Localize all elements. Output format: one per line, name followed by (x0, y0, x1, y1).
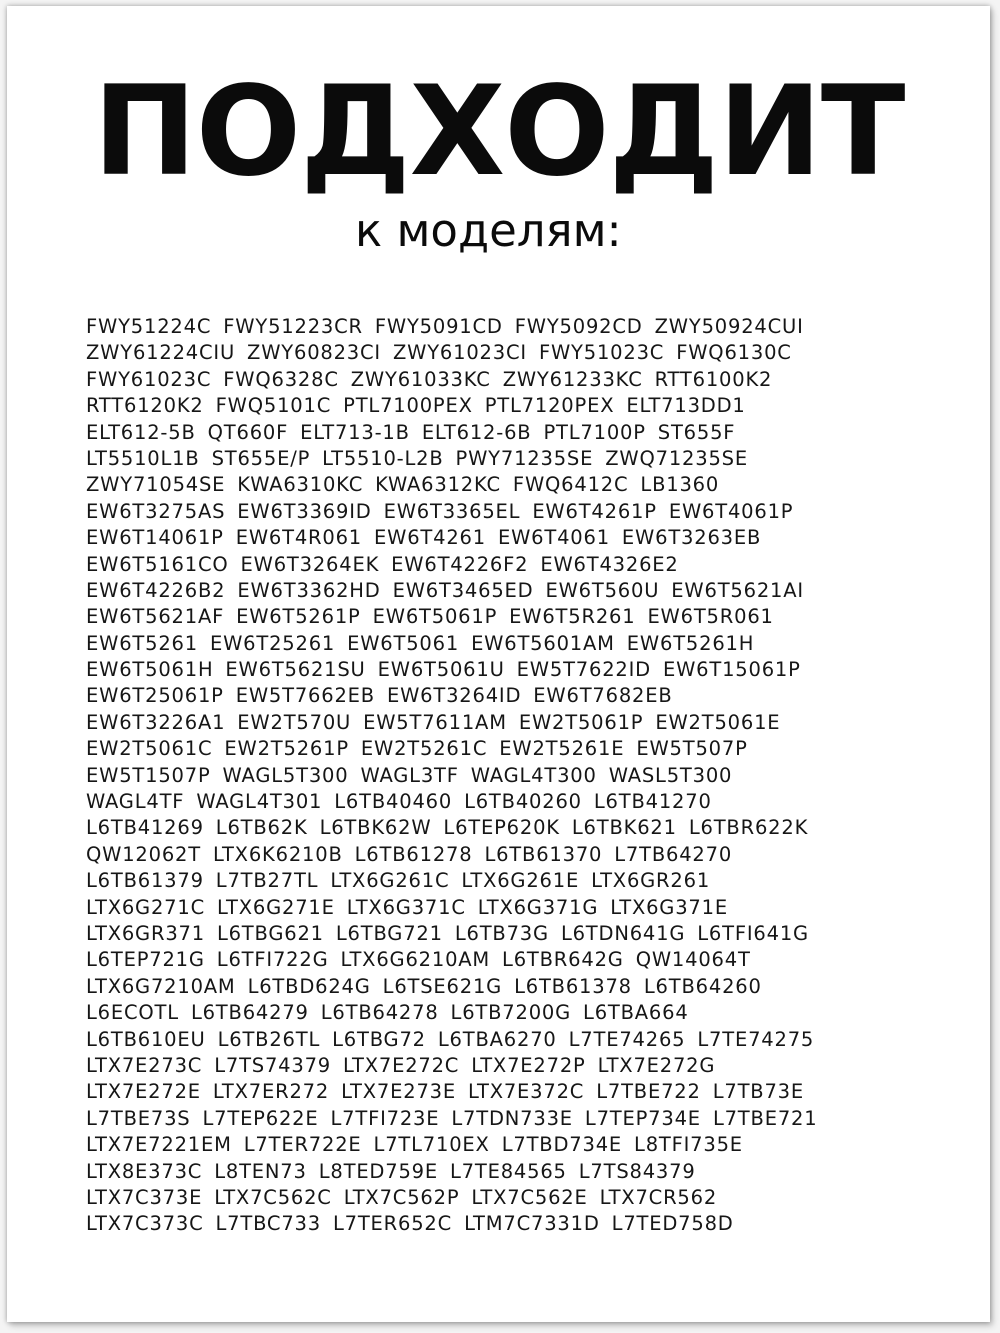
model-number: LTX7E272G (597, 1053, 716, 1077)
model-number: EW2T5261E (499, 737, 625, 761)
model-row (86, 525, 956, 551)
model-number: KWA6310KC (237, 473, 364, 497)
model-number: LTX7ER272 (212, 1080, 330, 1104)
model-number: LT5510L1B (86, 446, 200, 470)
model-number: LTX7E273C (86, 1053, 203, 1077)
model-row (86, 683, 956, 709)
model-number: LTX6G271E (217, 895, 335, 919)
model-number: WASL5T300 (608, 763, 733, 787)
model-number: FWY5091CD (374, 315, 503, 338)
model-number: L7TS74379 (214, 1053, 332, 1077)
model-number: WAGL4TF (86, 790, 185, 814)
model-number: L8TED759E (318, 1159, 438, 1183)
model-number: LB1360 (640, 473, 720, 497)
model-number: EW6T3263EB (621, 526, 762, 550)
model-number: EW6T5061 (347, 631, 460, 655)
model-number: L6TB64260 (643, 974, 762, 998)
model-number: LTX6G371C (346, 895, 466, 919)
model-number: EW5T7622ID (516, 658, 651, 682)
model-number: L6TB7200G (450, 1001, 572, 1025)
model-number: L6TB61378 (514, 974, 632, 998)
model-number: FWY51023C (538, 341, 665, 365)
model-number: L6TBA664 (583, 1001, 689, 1025)
model-number: EW6T4061P (668, 499, 794, 523)
model-number: FWY51223CR (223, 315, 363, 338)
model-list (86, 314, 956, 1238)
model-number: L6TB62K (215, 816, 308, 840)
model-number: WAGL3TF (360, 763, 459, 787)
model-number: ELT612-5B (86, 420, 196, 444)
model-row (86, 420, 956, 446)
model-row (86, 604, 956, 630)
model-number: LTX6GR371 (86, 921, 205, 945)
model-number: RTT6120K2 (86, 394, 204, 418)
model-row (86, 340, 956, 366)
model-number: EW6T4226B2 (86, 578, 226, 602)
model-number: FWY61023C (86, 367, 212, 391)
model-number: LTX6G261C (330, 869, 450, 893)
model-number: EW6T4261P (532, 499, 657, 523)
model-number: LT5510-L2B (322, 446, 444, 470)
model-number: L7TB27TL (215, 869, 319, 893)
model-number: LTX6G261E (461, 869, 580, 893)
model-number: L6TEP620K (443, 816, 560, 840)
model-number: L6TB26TL (217, 1027, 321, 1051)
model-number: L6TBD624G (247, 974, 371, 998)
model-number: EW6T4326E2 (540, 552, 679, 576)
model-number: EW6T3226A1 (86, 710, 226, 734)
model-number: L6TB61370 (484, 842, 603, 866)
model-number: EW6T14061P (86, 526, 224, 550)
model-number: L6TB61379 (86, 869, 204, 893)
model-row (86, 578, 956, 604)
model-row (86, 763, 956, 789)
model-number: ST655E/P (211, 446, 311, 470)
model-number: LTX7C562E (471, 1185, 588, 1209)
model-number: L7TBE73S (86, 1106, 191, 1130)
model-number: EW6T4226F2 (391, 552, 529, 576)
model-row (86, 393, 956, 419)
model-number: L6TBK621 (571, 816, 677, 840)
model-number: L6TEP721G (86, 948, 205, 972)
model-number: LTX6G271C (86, 895, 206, 919)
model-row (86, 1211, 956, 1237)
model-number: FWQ6130C (676, 341, 792, 365)
model-row (86, 1159, 956, 1185)
model-number: LTX6G6210AM (340, 948, 491, 972)
model-number: L7TFI723E (330, 1106, 440, 1130)
model-number: L6TDN641G (560, 921, 686, 945)
model-number: EW6T5621SU (225, 658, 366, 682)
model-number: ZWY50924CUI (654, 315, 804, 338)
model-row (86, 921, 956, 947)
model-number: LTX6K6210B (212, 842, 343, 866)
model-number: EW6T5621AI (671, 578, 804, 602)
model-number: L6TBG72 (332, 1027, 426, 1051)
model-number: EW6T3365EL (383, 499, 521, 523)
model-number: QW14064T (635, 948, 751, 972)
model-number: EW6T3465ED (392, 578, 534, 602)
model-number: L7TEP734E (584, 1106, 701, 1130)
model-number: L6TFI641G (697, 921, 809, 945)
model-number: L8TEN73 (214, 1159, 307, 1183)
model-number: L6TB40460 (334, 790, 453, 814)
model-number: EW6T3264ID (386, 684, 522, 708)
document-sheet (7, 6, 990, 1322)
model-number: L6TSE621G (382, 974, 503, 998)
model-number: EW6T5061P (372, 605, 498, 629)
model-number: L6TBR622K (688, 816, 809, 840)
model-number: LTX7C373E (86, 1185, 203, 1209)
model-number: PTL7100PEX (343, 394, 473, 418)
model-row (86, 868, 956, 894)
model-number: EW6T5261 (86, 631, 198, 655)
model-number: EW6T4R061 (235, 526, 363, 550)
model-row (86, 631, 956, 657)
model-number: L7TBC733 (215, 1212, 321, 1236)
model-row (86, 446, 956, 472)
model-number: EW2T5061P (518, 710, 644, 734)
model-number: L6TB64278 (320, 1001, 439, 1025)
model-number: L6TBG721 (335, 921, 443, 945)
model-number: LTX6GR261 (591, 869, 711, 893)
model-number: ZWY61033KC (350, 367, 491, 391)
model-number: LTX7E272E (86, 1080, 201, 1104)
model-number: EW2T5061E (655, 710, 781, 734)
model-number: EW5T507P (636, 737, 748, 761)
model-number: LTX6G7210AM (86, 974, 236, 998)
model-row (86, 842, 956, 868)
model-number: LTX7E273E (341, 1080, 456, 1104)
model-number: L7TEP622E (202, 1106, 319, 1130)
model-number: L6TB41269 (86, 816, 204, 840)
model-row (86, 367, 956, 393)
model-row (86, 1185, 956, 1211)
model-number: EW6T25061P (86, 684, 224, 708)
model-row (86, 1027, 956, 1053)
model-number: ZWY61224CIU (86, 341, 236, 365)
model-number: EW5T7662EB (235, 684, 375, 708)
model-row (86, 499, 956, 525)
model-number: EW6T5061H (86, 658, 214, 682)
model-row (86, 789, 956, 815)
model-number: L6ECOTL (86, 1001, 179, 1025)
model-number: EW6T5161CO (86, 552, 229, 576)
model-number: LTX7C562C (214, 1185, 332, 1209)
model-number: EW5T7611AM (363, 710, 507, 734)
model-number: EW6T5261H (626, 631, 755, 655)
model-number: EW6T15061P (662, 658, 801, 682)
model-number: ZWQ71235SE (605, 446, 748, 470)
model-number: RTT6100K2 (654, 367, 773, 391)
model-number: L6TBG621 (216, 921, 324, 945)
model-number: EW6T5621AF (86, 605, 225, 629)
model-number: L7TS84379 (578, 1159, 696, 1183)
model-number: WAGL4T300 (470, 763, 597, 787)
model-number: EW6T5061U (377, 658, 505, 682)
model-row (86, 895, 956, 921)
model-number: ELT713DD1 (626, 394, 746, 418)
model-number: EW6T4061 (497, 526, 610, 550)
model-number: L6TBK62W (319, 816, 432, 840)
model-row (86, 1079, 956, 1105)
model-row (86, 1132, 956, 1158)
model-number: L6TB61278 (354, 842, 473, 866)
model-number: EW2T570U (237, 710, 352, 734)
model-number: LTX7E372C (468, 1080, 585, 1104)
model-row (86, 314, 956, 340)
model-number: EW6T560U (545, 578, 660, 602)
model-number: L7TE74275 (697, 1027, 815, 1051)
model-number: L6TBA6270 (437, 1027, 557, 1051)
model-row (86, 657, 956, 683)
model-number: L6TB610EU (86, 1027, 206, 1051)
model-number: FWY51224C (86, 315, 212, 338)
model-number: PTL7100P (543, 420, 646, 444)
model-number: L6TFI722G (216, 948, 329, 972)
model-row (86, 1053, 956, 1079)
model-number: EW6T5261P (236, 605, 361, 629)
model-row (86, 736, 956, 762)
model-number: EW6T5R061 (647, 605, 774, 629)
model-number: ZWY60823CI (247, 341, 381, 365)
model-number: L7TB64270 (614, 842, 733, 866)
model-number: EW6T4261 (374, 526, 486, 550)
model-number: EW6T25261 (209, 631, 336, 655)
model-number: ELT612-6B (421, 420, 532, 444)
model-number: L7TER652C (332, 1212, 453, 1236)
model-number: EW5T1507P (86, 763, 211, 787)
model-number: EW6T5601AM (471, 631, 615, 655)
model-number: LTX7C373C (86, 1212, 204, 1236)
subtitle: к моделям: (355, 204, 622, 257)
model-number: L7TBD734E (501, 1133, 623, 1157)
model-number: EW2T5061C (86, 737, 213, 761)
model-number: WAGL4T301 (196, 790, 323, 814)
model-number: L6TBR642G (502, 948, 624, 972)
model-number: LTX6G371E (610, 895, 728, 919)
model-number: ST655F (657, 420, 736, 444)
model-number: EW6T3369ID (237, 499, 372, 523)
model-row (86, 947, 956, 973)
model-number: FWQ5101C (215, 394, 332, 418)
model-number: EW2T5261C (360, 737, 488, 761)
model-number: LTM7C7331D (464, 1212, 600, 1236)
model-number: EW6T3264EK (240, 552, 380, 576)
model-number: LTX8E373C (86, 1159, 203, 1183)
model-number: L7TER722E (243, 1133, 362, 1157)
model-number: LTX7E272C (343, 1053, 460, 1077)
model-number: L6TB64279 (190, 1001, 309, 1025)
model-number: FWQ6412C (512, 473, 629, 497)
model-number: L7TE74265 (568, 1027, 686, 1051)
model-number: L7TDN733E (451, 1106, 573, 1130)
model-number: L7TED758D (611, 1212, 734, 1236)
model-row (86, 552, 956, 578)
model-number: QT660F (207, 420, 289, 444)
model-row (86, 815, 956, 841)
model-number: L6TB73G (454, 921, 549, 945)
model-number: L7TL710EX (373, 1133, 490, 1157)
model-number: EW6T3362HD (237, 578, 381, 602)
model-number: LTX6G371G (477, 895, 599, 919)
model-row (86, 710, 956, 736)
model-number: LTX7E7221EM (86, 1133, 232, 1157)
model-number: EW6T3275AS (86, 499, 226, 523)
model-number: FWQ6328C (223, 367, 339, 391)
model-row (86, 472, 956, 498)
model-number: FWY5092CD (514, 315, 643, 338)
model-number: EW6T7682EB (533, 684, 673, 708)
model-number: ZWY71054SE (86, 473, 226, 497)
model-number: L7TE84565 (450, 1159, 567, 1183)
model-number: L6TB41270 (593, 790, 712, 814)
model-number: LTX7E272P (471, 1053, 586, 1077)
model-number: KWA6312KC (375, 473, 501, 497)
model-row (86, 974, 956, 1000)
model-number: L7TBE722 (596, 1080, 701, 1104)
model-number: ELT713-1B (300, 420, 410, 444)
model-number: LTX7CR562 (599, 1185, 718, 1209)
model-number: L8TFI735E (634, 1133, 743, 1157)
model-number: L6TB40260 (464, 790, 582, 814)
model-number: PWY71235SE (455, 446, 594, 470)
model-number: ZWY61023CI (392, 341, 527, 365)
model-number: L7TB73E (712, 1080, 805, 1104)
model-number: EW6T5R261 (509, 605, 636, 629)
model-row (86, 1000, 956, 1026)
model-number: ZWY61233KC (502, 367, 643, 391)
model-number: L7TBE721 (712, 1106, 818, 1130)
model-number: LTX7C562P (343, 1185, 460, 1209)
model-number: QW12062T (86, 842, 201, 866)
model-number: PTL7120PEX (484, 394, 615, 418)
model-number: EW2T5261P (224, 737, 349, 761)
model-number: WAGL5T300 (222, 763, 349, 787)
model-row (86, 1106, 956, 1132)
page-title: ПОДХОДИТ (93, 60, 905, 204)
